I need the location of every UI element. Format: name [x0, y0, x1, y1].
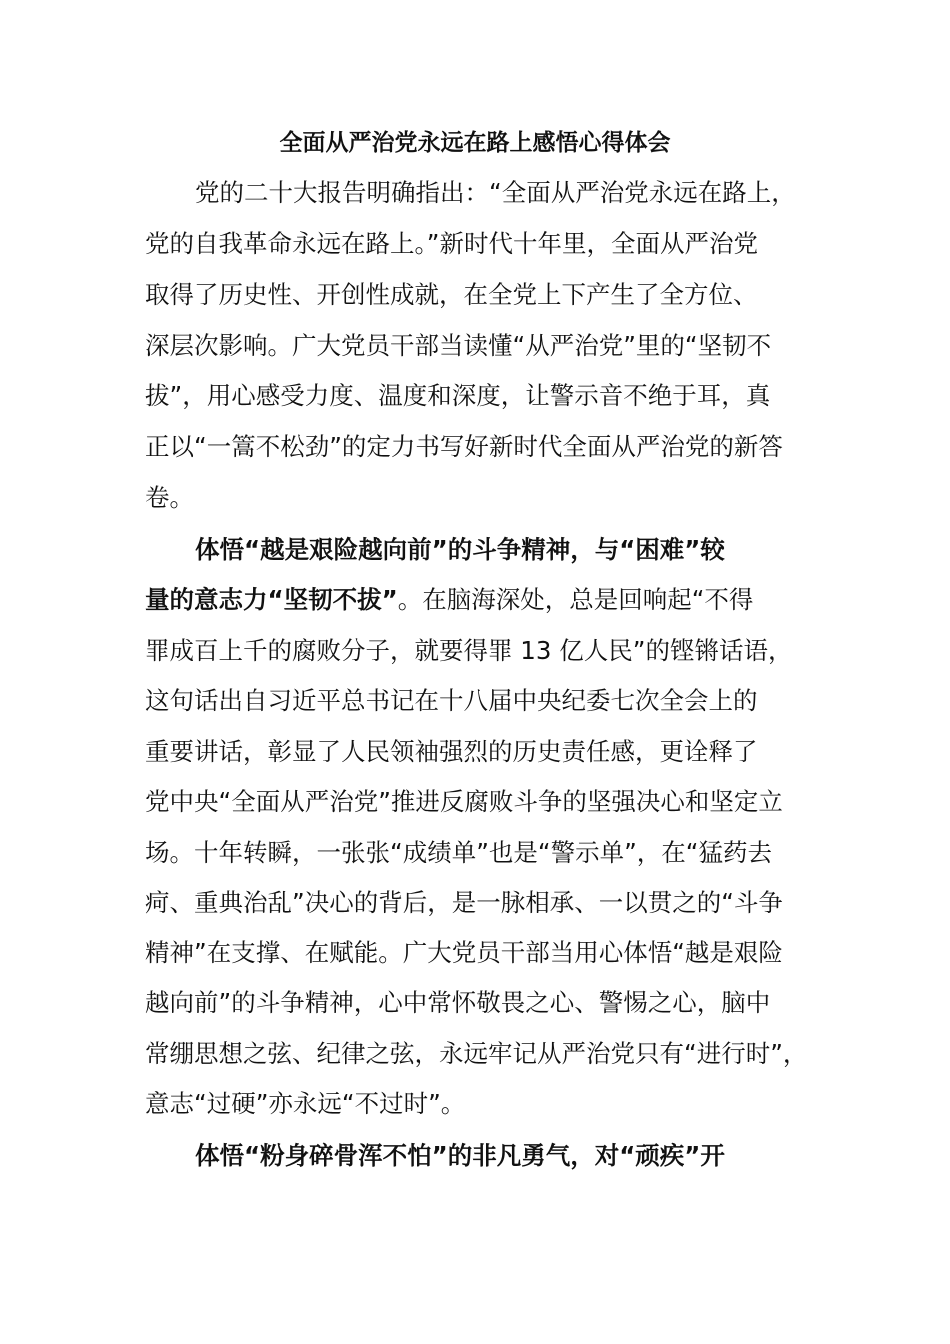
text-line — [145, 735, 758, 769]
text-line — [145, 379, 770, 413]
text-line — [145, 684, 758, 718]
text-line — [195, 176, 796, 210]
body-text: 卷。 — [145, 483, 194, 512]
text-line — [145, 1037, 807, 1071]
body-text: 深层次影响。广大党员干部当读懂“从严治党”里的“坚韧不 — [145, 331, 772, 360]
body-text: 这句话出自习近平总书记在十八届中央纪委七次全会上的 — [145, 686, 758, 715]
body-text: 。在脑海深处，总是回响起“不得 — [397, 585, 754, 614]
body-text: 精神”在支撑、在赋能。广大党员干部当用心体悟“越是艰险 — [145, 938, 783, 967]
text-line — [145, 278, 758, 312]
bold-heading-text: 体悟“粉身碎骨浑不怕”的非凡勇气，对“顽疾”开 — [195, 1141, 725, 1170]
body-text: 重要讲话，彰显了人民领袖强烈的历史责任感，更诠释了 — [145, 737, 758, 766]
text-line — [145, 329, 771, 363]
body-text: 疴、重典治乱”决心的背后，是一脉相承、一以贯之的“斗争 — [145, 888, 783, 917]
text-line — [145, 634, 792, 668]
text-line — [145, 986, 770, 1020]
body-text: 取得了历史性、开创性成就，在全党上下产生了全方位、 — [145, 280, 758, 309]
body-text: 意志“过硬”亦永远“不过时”。 — [145, 1089, 466, 1118]
text-line — [145, 481, 194, 515]
text-line — [145, 430, 783, 464]
text-line — [145, 886, 783, 920]
document-title: 全面从严治党永远在路上感悟心得体会 — [279, 130, 671, 156]
body-text: 常绷思想之弦、纪律之弦，永远牢记从严治党只有“进行时”， — [145, 1039, 808, 1068]
text-line — [195, 1139, 725, 1173]
text-line — [145, 227, 758, 261]
text-line — [145, 785, 783, 819]
text-line — [195, 533, 725, 567]
body-text: 党的自我革命永远在路上。”新时代十年里，全面从严治党 — [145, 229, 758, 258]
bold-heading-text: 体悟“越是艰险越向前”的斗争精神，与“困难”较 — [195, 535, 725, 564]
body-text: 罪成百上千的腐败分子，就要得罪 13 亿人民”的铿锵话语， — [145, 636, 793, 665]
body-text: 党的二十大报告明确指出：“全面从严治党永远在路上， — [195, 178, 796, 207]
text-line — [145, 836, 772, 870]
bold-heading-text: 量的意志力“坚韧不拔” — [145, 585, 398, 614]
text-line — [145, 936, 783, 970]
body-text: 场。十年转瞬，一张张“成绩单”也是“警示单”，在“猛药去 — [145, 838, 772, 867]
body-text: 党中央“全面从严治党”推进反腐败斗争的坚强决心和坚定立 — [145, 787, 783, 816]
text-line — [145, 1087, 465, 1121]
text-line — [145, 583, 753, 617]
body-text: 正以“一篙不松劲”的定力书写好新时代全面从严治党的新答 — [145, 432, 783, 461]
body-text: 拔”，用心感受力度、温度和深度，让警示音不绝于耳，真 — [145, 381, 771, 410]
body-text: 越向前”的斗争精神，心中常怀敬畏之心、警惕之心，脑中 — [145, 988, 771, 1017]
